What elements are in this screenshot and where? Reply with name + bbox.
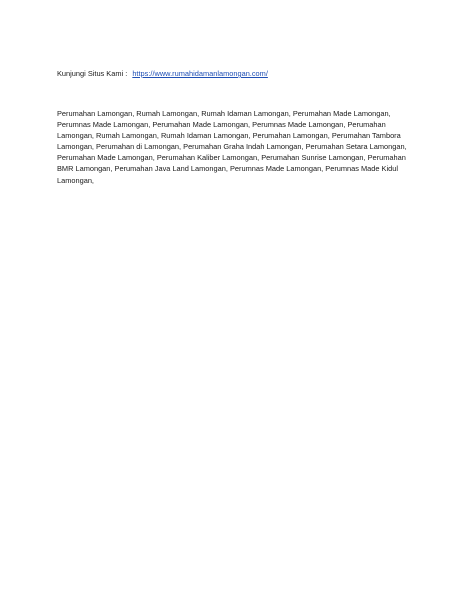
keywords-paragraph: Perumahan Lamongan, Rumah Lamongan, Rumah Idaman Lamongan, Perumahan Made Lamongan, Perumnas Made Lamongan, Perumahan Made Lamongan, Perumnas Made Lamongan, Perumahan Lamongan, Rumah Lamongan, Rumah Idaman Lamongan, Perumahan Lamongan, Perumahan Tambora Lamongan, Perumahan di Lamongan, Perumahan Graha Indah Lamongan, Perumahan Setara Lamongan, Perumahan Made Lamongan, Perumahan Kaliber Lamongan, Perumahan Sunrise Lamongan, Perumahan BMR Lamongan, Perumahan Java Land Lamongan, Perumnas Made Lamongan, Perumnas Made Kidul Lamongan, xyxy=(57,109,407,185)
visit-site-label: Kunjungi Situs Kami : xyxy=(57,69,128,78)
visit-site-line xyxy=(57,68,268,79)
website-link[interactable]: https://www.rumahidamanlamongan.com/ xyxy=(132,69,268,78)
